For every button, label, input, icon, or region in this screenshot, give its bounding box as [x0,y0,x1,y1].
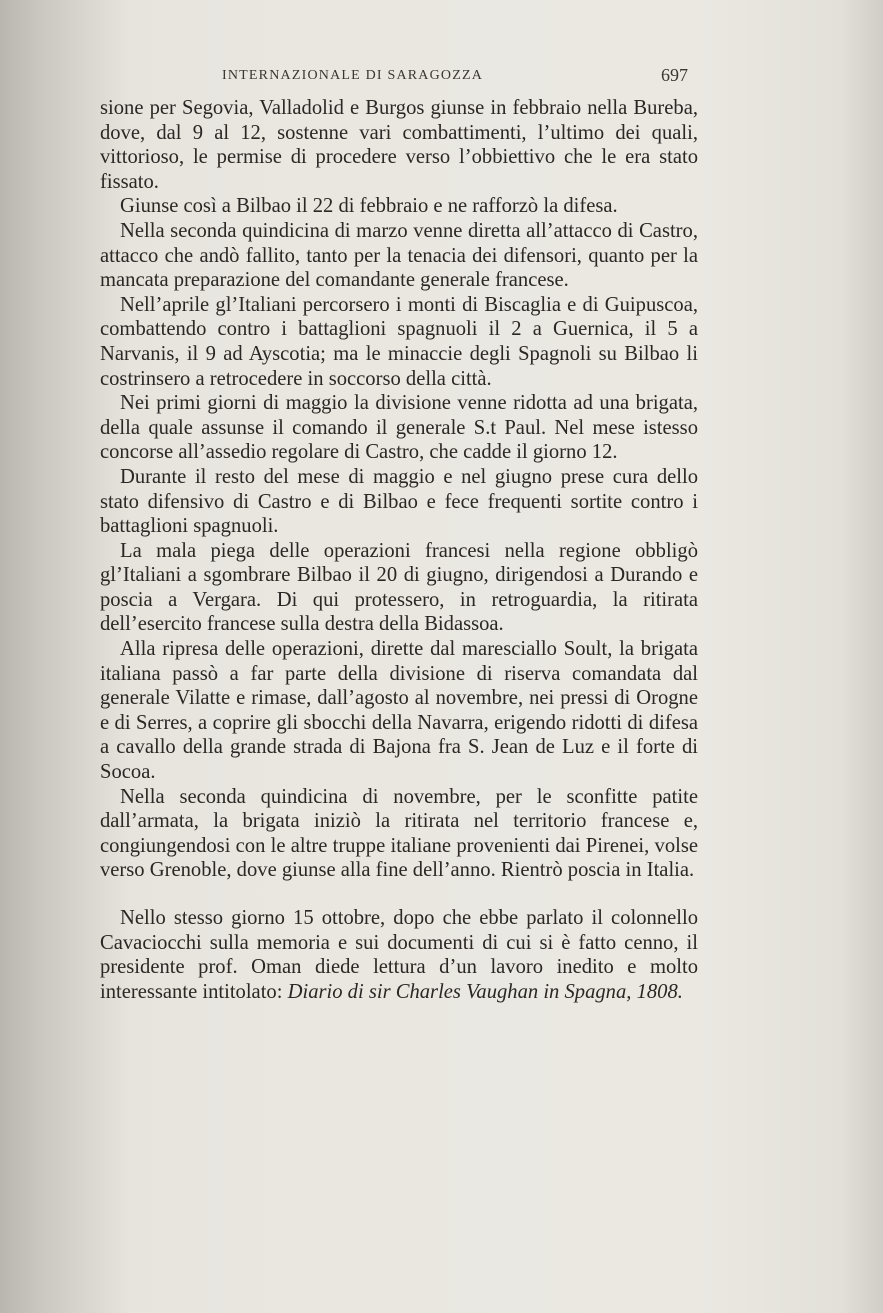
final-paragraph [100,906,698,1004]
work-title: Diario di sir Charles Vaughan in Spagna, 1808. [287,980,683,1003]
paragraph: Alla ripresa delle operazioni, dirette dal maresciallo Soult, la brigata italiana passò a far parte della divisione di riserva comandata dal generale Vilatte e rimase, dall’agosto al novembre, nei pressi di Orogne e di Serres, a coprire gli sbocchi della Navarra, erigendo ridotti di difesa a cavallo della grande strada di Bajona fra S. Jean de Luz e il forte di Socoa. [100,638,698,784]
paragraph: Giunse così a Bilbao il 22 di febbraio e ne rafforzò la difesa. [120,195,618,218]
body-text [100,96,698,1004]
paragraph: Nella seconda quindicina di novembre, per le sconfitte patite dall’armata, la brigata iniziò la ritirata nel territorio francese e, congiungendosi con le altre truppe italiane provenienti dai Pirenei, volse verso Grenoble, dove giunse alla fine dell’anno. Rientrò poscia in Italia. [100,785,698,882]
paragraph: Nella seconda quindicina di marzo venne diretta all’attacco di Castro, attacco che andò fallito, tanto per la tenacia dei difensori, quanto per la mancata preparazione del comandante generale francese. [100,219,698,292]
paragraph: La mala piega delle operazioni francesi nella regione obbligò gl’Italiani a sgombrare Bilbao il 20 di giugno, dirigendosi a Durando e poscia a Vergara. Di qui protessero, in retroguardia, la ritirata dell’esercito francese sulla destra della Bidassoa. [100,539,698,636]
final-paragraph-text: Nello stesso giorno 15 ottobre, dopo che ebbe parlato il colonnello Cavaciocchi sulla memoria e sui documenti di cui si è fatto cenno, il presidente prof. Oman diede lettura d’un lavoro inedito e molto interessante intitolato: [100,907,698,1003]
page-number: 697 [661,65,688,85]
paragraph: Durante il resto del mese di maggio e nel giugno prese cura dello stato difensivo di Castro e di Bilbao e fece frequenti sortite contro i battaglioni spagnuoli. [100,465,698,538]
page-header [92,64,688,88]
paragraph: Nell’aprile gl’Italiani percorsero i monti di Biscaglia e di Guipuscoa, combattendo contro i battaglioni spagnuoli il 2 a Guernica, il 5 a Narvanis, il 9 ad Ayscotia; ma le minaccie degli Spagnoli su Bilbao li costrinsero a retrocedere in soccorso della città. [100,293,698,390]
running-title: INTERNAZIONALE DI SARAGOZZA [222,68,484,83]
paragraph-continuation: sione per Segovia, Valladolid e Burgos giunse in febbraio nella Bureba, dove, dal 9 al 12, sostenne vari combattimenti, l’ultimo dei quali, vittorioso, le permise di procedere verso l’obbiettivo che le era stato fissato. [100,97,698,193]
paragraph: Nei primi giorni di maggio la divisione venne ridotta ad una brigata, della quale assunse il comando il generale S.t Paul. Nel mese istesso concorse all’assedio regolare di Castro, che cadde il giorno 12. [100,392,698,464]
